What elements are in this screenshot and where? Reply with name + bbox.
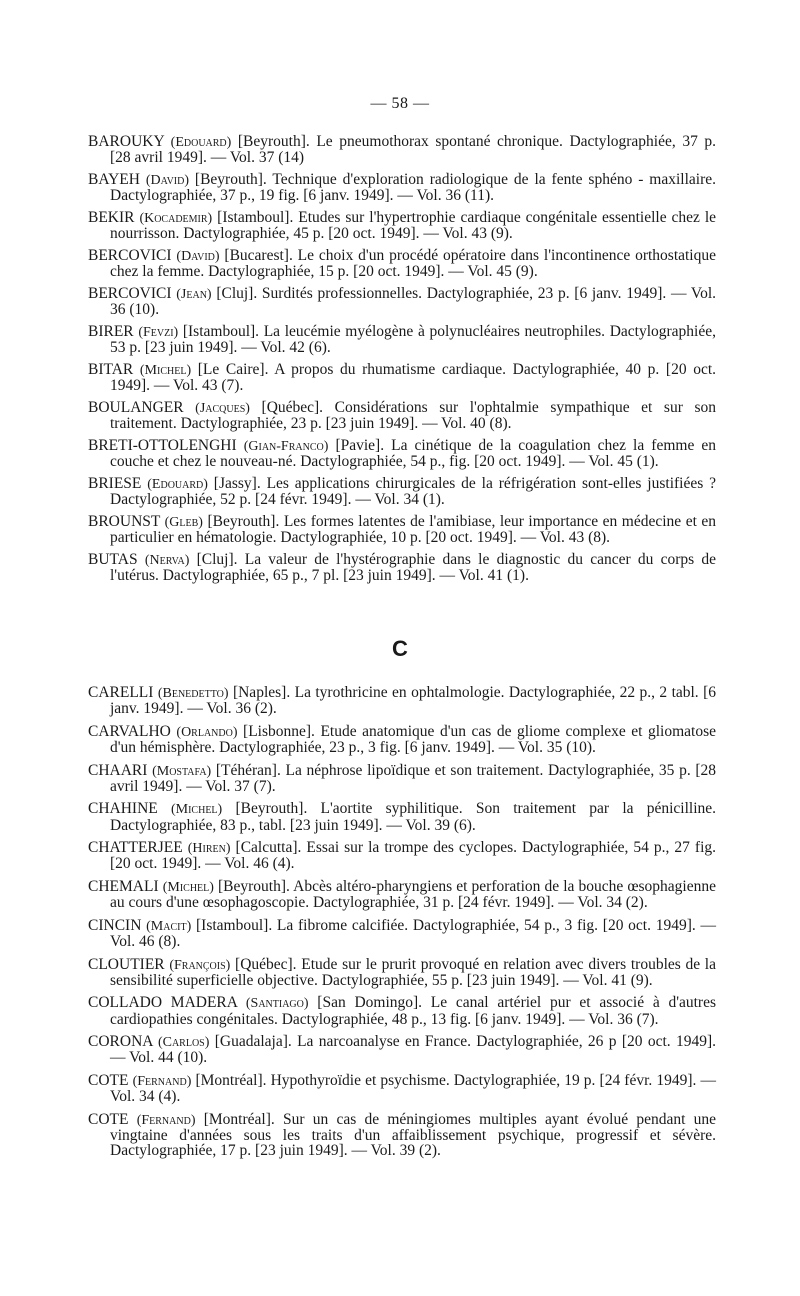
bibliography-entry — [88, 801, 716, 832]
author-given-name: (Carlos) — [157, 1035, 210, 1051]
entry-description: [San Domingo]. Le canal artériel pur et associé à d'autres cardiopathies congénitales. Dactylographiée, 48 p., 13 fig. [6 janv. 1949]. — Vol. 36 (7). — [110, 994, 717, 1028]
entry-description: [Pavie]. La cinétique de la coagulation chez la femme en couche et chez le nouveau-né. Dactylographiée, 54 p., fig. [20 oct. 1949]. — Vol. 45 (1). — [110, 437, 716, 471]
page-number: — 58 — — [370, 95, 430, 112]
author-given-name: (Santiago) — [245, 996, 309, 1012]
author-given-name: (Michel) — [139, 363, 192, 378]
author-given-name: (Michel) — [162, 879, 214, 895]
entry-description: [Istamboul]. La leucémie myélogène à polynucléaires neutrophiles. Dactylographiée, 53 p. [23 juin 1949]. — Vol. 42 (6). — [110, 323, 716, 357]
entry-description: [Lisbonne]. Etude anatomique d'un cas de gliome complexe et gliomatose d'un hémisphère. Dactylographiée, 23 p., 3 fig. [6 janv. 1949]. — Vol. 35 (10). — [110, 722, 717, 756]
bibliography-entry — [88, 879, 716, 910]
bibliography-entry — [88, 995, 716, 1026]
author-surname: COLLADO MADERA — [88, 994, 238, 1012]
author-surname: CHAHINE — [88, 800, 158, 818]
bibliography-entry — [88, 840, 716, 871]
entry-description: [Beyrouth]. Les formes latentes de l'amibiase, leur importance en médecine et en particulier en hématologie. Dactylographiée, 10 p. [20 oct. 1949]. — Vol. 43 (8). — [110, 513, 717, 547]
author-given-name: (Michel) — [170, 802, 223, 818]
bibliography-entry — [88, 476, 716, 507]
author-given-name: (Gleb) — [164, 515, 203, 530]
author-given-name: (Jacques) — [195, 401, 250, 416]
entry-description: [Montréal]. Sur un cas de méningiomes multiples ayant évolué pendant une vingtaine d'années sous les traits d'un affaiblissement psychique, progressif et sévère. Dactylographiée, 17 p. [23 juin 1949]. — Vol. 39 (2). — [110, 1110, 717, 1160]
entry-description: [Montréal]. Hypothyroïdie et psychisme. Dactylographiée, 19 p. [24 févr. 1949]. — Vol. 34 (4). — [110, 1071, 717, 1106]
author-given-name: (Benedetto) — [157, 686, 229, 701]
author-surname: BIRER — [88, 323, 134, 340]
author-surname: CLOUTIER — [88, 955, 165, 973]
bibliography-entry — [88, 324, 716, 355]
author-surname: CINCIN — [88, 916, 142, 934]
entry-description: [Cluj]. La valeur de l'hystérographie dans le diagnostic du cancer du corps de l'utérus. Dactylographiée, 65 p., 7 pl. [23 juin 1949]. — Vol. 41 (1). — [110, 551, 717, 585]
entry-description: [Naples]. La tyrothricine en ophtalmologie. Dactylographiée, 22 p., 2 tabl. [6 janv. 1949]. — Vol. 36 (2). — [110, 684, 716, 718]
entry-description: [Guadalaja]. La narcoanalyse en France. Dactylographiée, 26 p [20 oct. 1949]. — Vol. 44 (10). — [110, 1033, 716, 1067]
author-surname: BERCOVICI — [88, 247, 172, 264]
entry-description: [Le Caire]. A propos du rhumatisme cardiaque. Dactylographiée, 40 p. [20 oct. 1949]. — Vol. 43 (7). — [110, 361, 717, 395]
entry-description: [Beyrouth]. Technique d'exploration radiologique de la fente sphéno - maxillaire. Dactylographiée, 37 p., 19 fig. [6 janv. 1949]. — Vol. 36 (11). — [110, 171, 717, 205]
author-surname: BAROUKY — [88, 133, 165, 150]
entry-description: [Istamboul]. Etudes sur l'hypertrophie cardiaque congénitale essentielle chez le nourrisson. Dactylographiée, 45 p. [20 oct. 1949]. — Vol. 43 (9). — [110, 209, 717, 243]
bibliography-entry — [88, 134, 716, 165]
author-surname: CHAARI — [88, 761, 148, 779]
author-given-name: (Hiren) — [187, 841, 231, 857]
author-given-name: (François) — [169, 957, 231, 973]
entry-description: [Beyrouth]. Le pneumothorax spontané chronique. Dactylographiée, 37 p. [28 avril 1949]. — Vol. 37 (14) — [110, 133, 717, 167]
entry-description: [Jassy]. Les applications chirurgicales de la réfrigération sont-elles justifiées ? Dactylographiée, 52 p. [24 févr. 1949]. — Vol. 34 (1). — [110, 475, 716, 509]
author-given-name: (Edouard) — [147, 477, 208, 492]
author-given-name: (Kocademir) — [139, 211, 213, 226]
bibliography-entry — [88, 248, 716, 279]
author-given-name: (Edouard) — [170, 135, 232, 150]
bibliography-entry — [88, 957, 716, 988]
author-surname: CARVALHO — [88, 722, 171, 740]
author-surname: BROUNST — [88, 513, 161, 530]
author-given-name: (Mostafa) — [152, 763, 212, 779]
author-surname: BAYEH — [88, 171, 140, 188]
entry-description: [Cluj]. Surdités professionnelles. Dactylographiée, 23 p. [6 janv. 1949]. — Vol. 36 (10). — [110, 285, 717, 319]
author-surname: CHEMALI — [88, 877, 159, 895]
author-given-name: (David) — [176, 249, 220, 264]
author-surname: BRIESE — [88, 475, 142, 492]
bibliography-entry — [88, 763, 716, 794]
bibliography-entry — [88, 400, 716, 431]
bibliography-entry — [88, 172, 716, 203]
entry-description: [Beyrouth]. Abcès altéro-pharyngiens et perforation de la bouche œsophagienne au cours d'une œsophagoscopie. Dactylographiée, 31 p. [24 févr. 1949]. — Vol. 34 (2). — [110, 877, 716, 912]
entry-description: [Bucarest]. Le choix d'un procédé opératoire dans l'incontinence orthostatique chez la femme. Dactylographiée, 15 p. [20 oct. 1949]. — Vol. 45 (9). — [110, 247, 716, 281]
bibliography-entry — [88, 286, 716, 317]
bibliography-entry — [88, 514, 716, 545]
author-given-name: (Gian-Franco) — [243, 439, 329, 454]
author-given-name: (Orlando) — [176, 724, 238, 740]
bibliography-entry — [88, 724, 716, 755]
bibliography-entry — [88, 1073, 716, 1104]
author-given-name: (Nerva) — [144, 553, 190, 568]
bibliography-entry — [88, 685, 716, 716]
author-given-name: (Fernand) — [132, 1073, 192, 1089]
author-given-name: (David) — [145, 173, 190, 188]
author-surname: BOULANGER — [88, 399, 184, 416]
author-surname: BRETI-OTTOLENGHI — [88, 437, 237, 454]
author-surname: BITAR — [88, 361, 134, 378]
bibliography-entry — [88, 438, 716, 469]
author-surname: COTE — [88, 1071, 129, 1089]
author-given-name: (Fevzi) — [138, 325, 179, 340]
bibliography-entry — [88, 1112, 716, 1159]
bibliography-entry — [88, 552, 716, 583]
author-surname: BERCOVICI — [88, 285, 172, 302]
entry-description: [Istamboul]. La fibrome calcifiée. Dactylographiée, 54 p., 3 fig. [20 oct. 1949]. — Vol. 46 (8). — [110, 916, 717, 950]
section-heading-c: C — [392, 636, 408, 661]
bibliography-entry — [88, 210, 716, 241]
section-b-entries — [88, 134, 716, 590]
entry-description: [Téhéran]. La néphrose lipoïdique et son traitement. Dactylographiée, 35 p. [28 avril 1949]. — Vol. 37 (7). — [110, 761, 717, 795]
author-surname: CHATTERJEE — [88, 839, 183, 857]
author-surname: BUTAS — [88, 551, 138, 568]
entry-description: [Beyrouth]. L'aortite syphilitique. Son traitement par la pénicilline. Dactylographiée, 83 p., tabl. [23 juin 1949]. — Vol. 39 (6). — [110, 800, 717, 834]
bibliography-entry — [88, 1034, 716, 1065]
section-c-entries — [88, 685, 716, 1166]
entry-description: [Québec]. Considérations sur l'ophtalmie sympathique et sur son traitement. Dactylographiée, 23 p. [23 juin 1949]. — Vol. 40 (8). — [110, 399, 716, 433]
author-surname: COTE — [88, 1110, 129, 1128]
author-surname: CARELLI — [88, 684, 154, 701]
bibliography-entry — [88, 918, 716, 949]
bibliography-entry — [88, 362, 716, 393]
author-surname: CORONA — [88, 1033, 153, 1051]
author-given-name: (Fernand) — [136, 1112, 196, 1128]
author-given-name: (Jean) — [176, 287, 212, 302]
author-given-name: (Macit) — [146, 918, 192, 934]
entry-description: [Calcutta]. Essai sur la trompe des cyclopes. Dactylographiée, 54 p., 27 fig. [20 oct. 1949]. — Vol. 46 (4). — [110, 839, 717, 873]
author-surname: BEKIR — [88, 209, 135, 226]
entry-description: [Québec]. Etude sur le prurit provoqué en relation avec divers troubles de la sensibilité superficielle objective. Dactylographiée, 55 p. [23 juin 1949]. — Vol. 41 (9). — [110, 955, 716, 989]
